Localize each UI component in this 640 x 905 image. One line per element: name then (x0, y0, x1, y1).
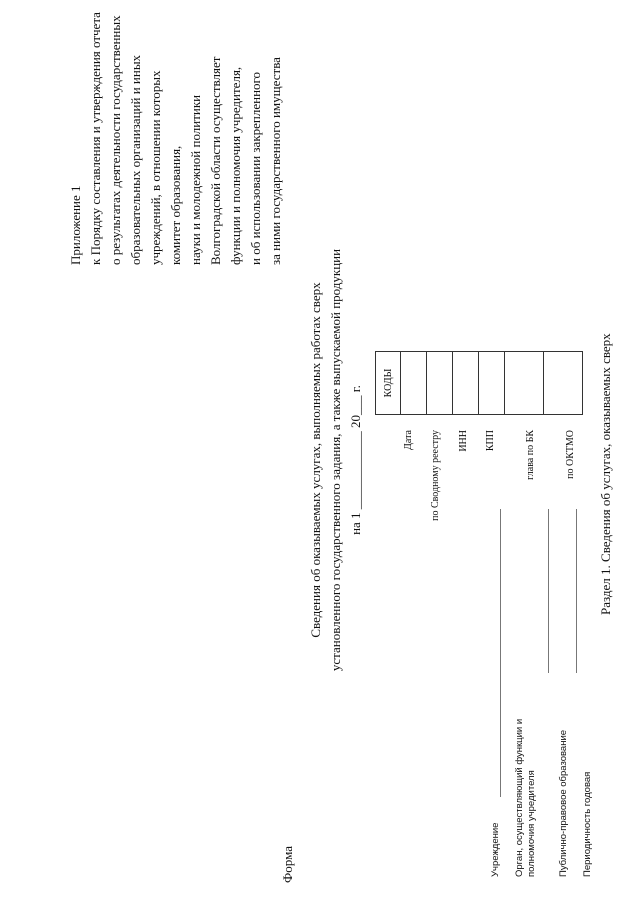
code-label-date: Дата (403, 430, 414, 450)
appendix-line: функции и полномочия учредителя, (228, 66, 243, 265)
code-label-oktmo: по ОКТМО (565, 430, 576, 479)
appendix-line: Приложение 1 (68, 185, 83, 265)
code-cell-registry[interactable] (427, 352, 453, 415)
municipality-label: Публично-правовое образование (558, 729, 569, 877)
section-title: Раздел 1. Сведения об услугах, оказываемых сверх (598, 333, 613, 615)
code-cell-date[interactable] (401, 352, 427, 415)
appendix-line: образовательных организаций и иных (128, 54, 143, 265)
code-cell-inn[interactable] (453, 352, 479, 415)
title-date-line: на 1 ____________ 20___ г. (348, 385, 363, 535)
institution-label: Учреждение (490, 822, 501, 877)
appendix-line: к Порядку составления и утверждения отчета (88, 12, 103, 265)
founder-organ-input-line[interactable] (548, 509, 549, 673)
code-label-inn: ИНН (458, 430, 469, 452)
appendix-line: науки и молодежной политики (188, 94, 203, 265)
appendix-line: комитет образования, (168, 145, 183, 265)
appendix-line: о результатах деятельности государственных (108, 15, 123, 265)
code-label-kpp: КПП (485, 430, 496, 452)
code-cell-oktmo[interactable] (544, 352, 583, 415)
appendix-line: учреждений, в отношении которых (148, 70, 163, 265)
code-label-bk: глава по БК (525, 430, 536, 480)
code-label-registry: по Сводному реестру (430, 430, 441, 521)
code-cell-kpp[interactable] (479, 352, 505, 415)
institution-input-line[interactable] (500, 509, 501, 797)
appendix-line: и об использовании закрепленного (248, 71, 263, 265)
founder-organ-label: Орган, осуществляющий функции и полномочия учредителя (514, 718, 537, 877)
periodicity-label: Периодичность годовая (582, 771, 593, 877)
title-line-1: Сведения об оказываемых услугах, выполняемых работах сверх (308, 282, 323, 638)
document-title (306, 245, 366, 675)
form-label: Форма (280, 846, 295, 883)
appendix-header (66, 12, 286, 265)
code-cell-bk[interactable] (505, 352, 544, 415)
appendix-line: Волгоградской области осуществляет (208, 56, 223, 265)
appendix-line: за ними государственного имущества (268, 57, 283, 265)
codes-table (375, 351, 583, 415)
title-line-2: установленного государственного задания, а также выпускаемой продукции (328, 248, 343, 672)
codes-header: КОДЫ (376, 352, 401, 415)
